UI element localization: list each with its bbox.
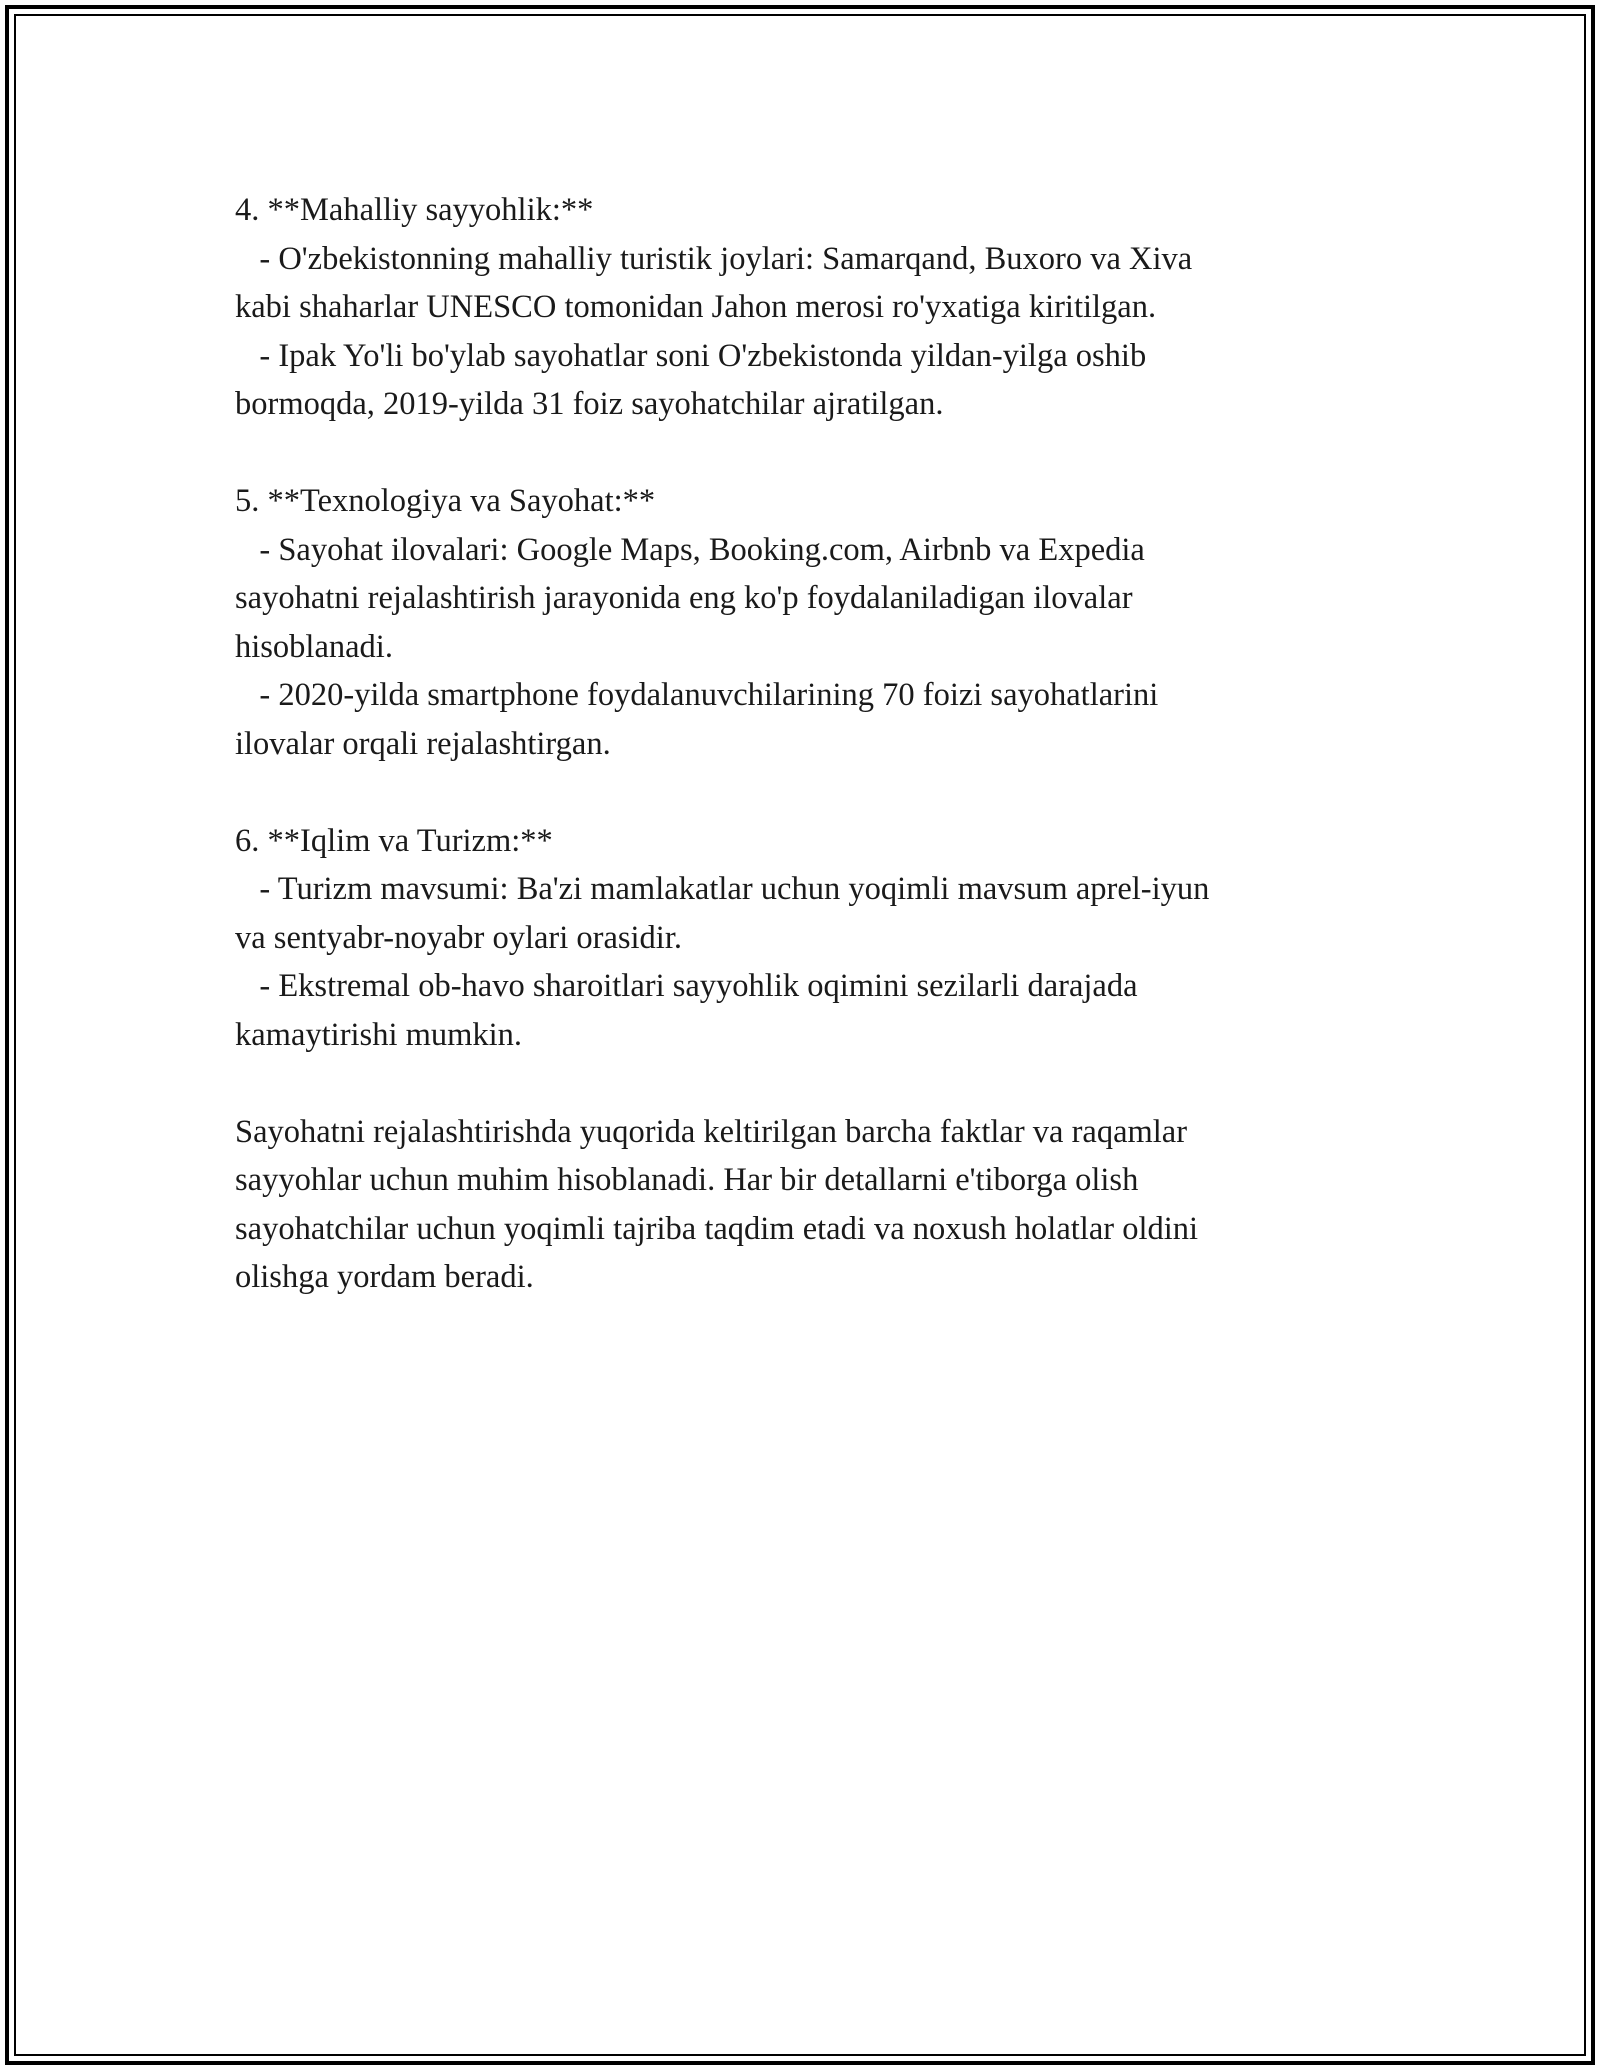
section-line: hisoblanadi.: [235, 628, 393, 665]
section-iqlim-va-turizm: [235, 817, 1365, 1060]
paragraph-line: sayyohlar uchun muhim hisoblanadi. Har bir detallarni e'tiborga olish: [235, 1162, 1139, 1198]
section-line: ilovalar orqali rejalashtirgan.: [235, 725, 611, 762]
section-line: kabi shaharlar UNESCO tomonidan Jahon merosi ro'yxatiga kiritilgan.: [235, 289, 1157, 325]
section-line: - Turizm mavsumi: Ba'zi mamlakatlar uchun yoqimli mavsum aprel-iyun: [235, 871, 1210, 907]
section-heading: 6. **Iqlim va Turizm:**: [235, 822, 553, 859]
section-line: - Ekstremal ob-havo sharoitlari sayyohlik oqimini sezilarli darajada: [235, 968, 1138, 1004]
section-line: - Sayohat ilovalari: Google Maps, Booking.com, Airbnb va Expedia: [235, 531, 1145, 568]
section-line: - O'zbekistonning mahalliy turistik joylari: Samarqand, Buxoro va Xiva: [235, 240, 1193, 277]
document-body: [235, 186, 1365, 1350]
section-line: - Ipak Yo'li bo'ylab sayohatlar soni O'zbekistonda yildan-yilga oshib: [235, 337, 1147, 374]
paragraph-line: Sayohatni rejalashtirishda yuqorida keltirilgan barcha faktlar va raqamlar: [235, 1113, 1188, 1150]
section-line: - 2020-yilda smartphone foydalanuvchilarining 70 foizi sayohatlarini: [235, 677, 1159, 713]
conclusion-paragraph: [235, 1108, 1365, 1302]
section-heading: 4. **Mahalliy sayyohlik:**: [235, 192, 594, 228]
paragraph-line: olishga yordam beradi.: [235, 1259, 534, 1295]
section-line: sayohatni rejalashtirish jarayonida eng ko'p foydalaniladigan ilovalar: [235, 580, 1133, 616]
paragraph-line: sayohatchilar uchun yoqimli tajriba taqdim etadi va noxush holatlar oldini: [235, 1210, 1199, 1247]
section-texnologiya-va-sayohat: [235, 477, 1365, 768]
section-heading: 5. **Texnologiya va Sayohat:**: [235, 483, 656, 519]
section-line: bormoqda, 2019-yilda 31 foiz sayohatchilar ajratilgan.: [235, 386, 944, 422]
section-line: va sentyabr-noyabr oylari orasidir.: [235, 919, 682, 956]
section-line: kamaytirishi mumkin.: [235, 1016, 523, 1053]
section-mahalliy-sayyohlik: [235, 186, 1365, 429]
